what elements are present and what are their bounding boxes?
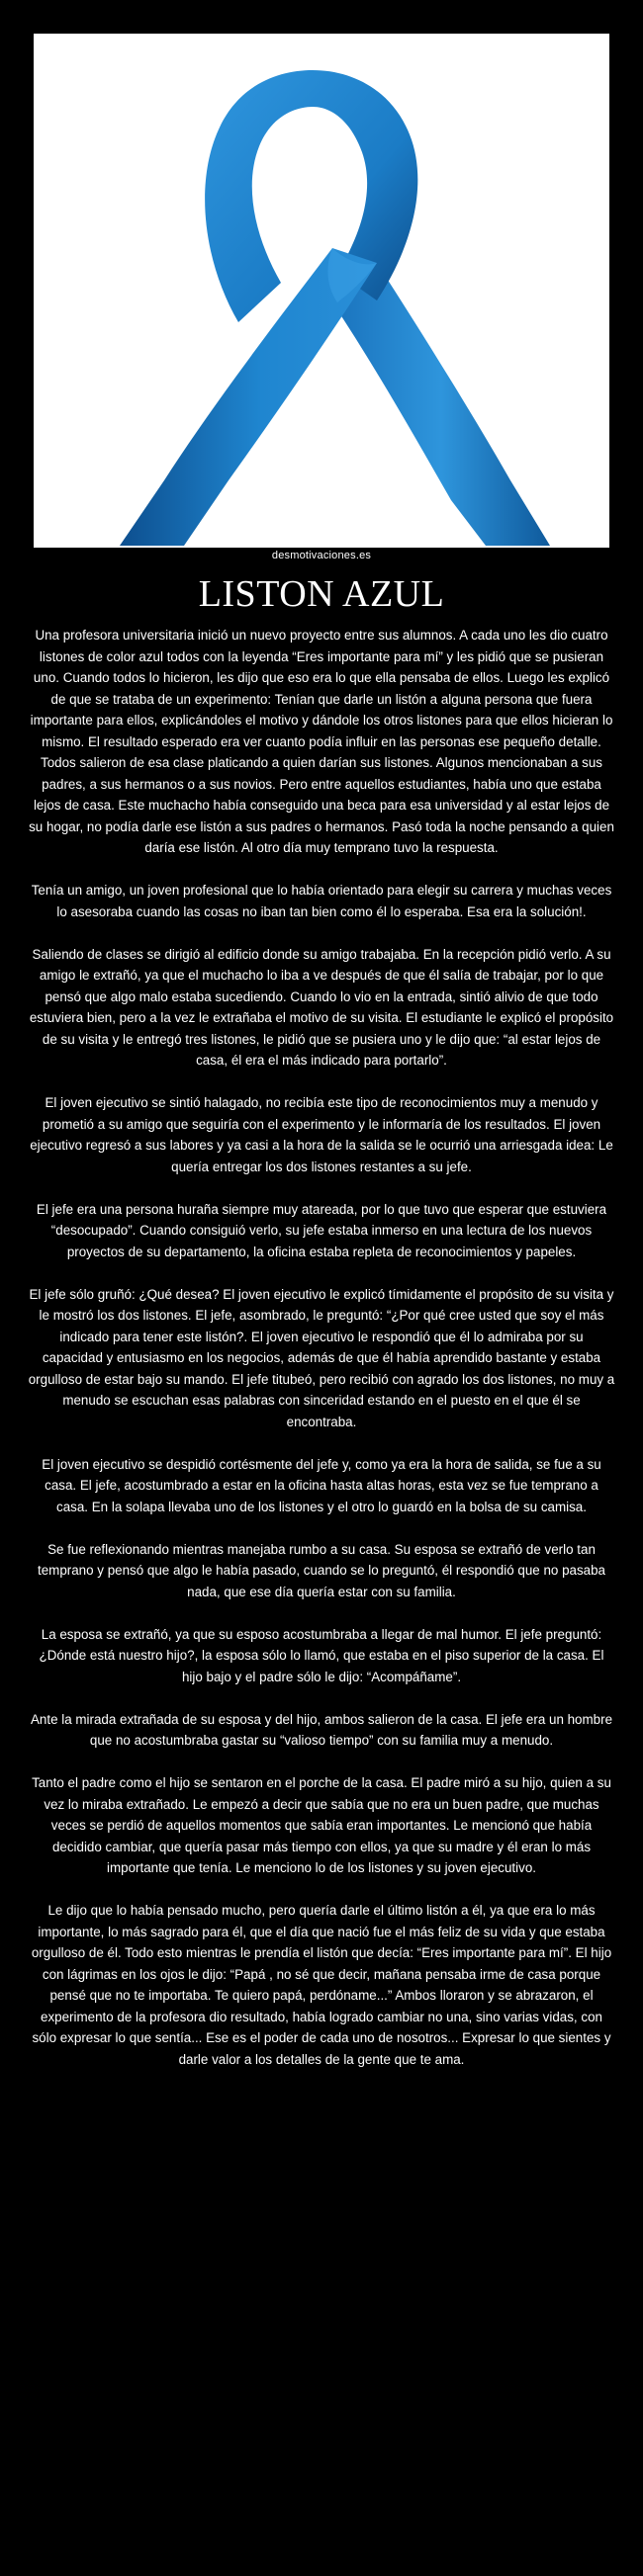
- story-paragraph: Una profesora universitaria inició un nuevo proyecto entre sus alumnos. A cada uno les dio cuatro listones de color azul todos con la leyenda “Eres importante para mí” y les pidió que se pusieran uno. Cuando todos lo hicieron, les dijo que eso era lo que ella pensaba de ellos. Luego les explicó de que se trataba de un experimento: Tenían que darle un listón a alguna persona que fuera importante para ellos, explicándoles el motivo y dándole los otros listones para que ellos hicieran lo mismo. El resultado esperado era ver cuanto podía influir en las personas ese pequeño detalle. Todos salieron de esa clase platicando a quien darían sus listones. Algunos mencionaban a sus padres, a sus hermanos o a sus novios. Pero entre aquellos estudiantes, había uno que estaba lejos de casa. Este muchacho había conseguido una beca para esa universidad y al estar lejos de su hogar, no podía darle ese listón a sus padres o hermanos. Pasó toda la noche pensando a quien daría ese listón. Al otro día muy temprano tuvo la respuesta.: [29, 628, 614, 855]
- story-paragraph: El jefe era una persona huraña siempre muy atareada, por lo que tuvo que esperar que estuviera “desocupado”. Cuando consiguió verlo, su jefe estaba inmerso en una lectura de los nuevos proyectos de su departamento, la oficina estaba repleta de reconocimientos y papeles.: [36, 1201, 607, 1259]
- story-paragraph: Ante la mirada extrañada de su esposa y del hijo, ambos salieron de la casa. El jefe era un hombre que no acostumbraba gastar su “valioso tiempo” con su familia muy a menudo.: [30, 1711, 613, 1748]
- story-paragraph: El jefe sólo gruñó: ¿Qué desea? El joven ejecutivo le explicó tímidamente el propósito de su visita y le mostró los dos listones. El jefe, asombrado, le preguntó: “¿Por qué cree usted que soy el más indicado para tener este listón?. El joven ejecutivo le respondió que él lo admiraba por su capacidad y entusiasmo en los negocios, además de que él había aprendido bastante y estaba orgulloso de estar bajo su mando. El jefe titubeó, pero recibió con agrado los dos listones, no muy a menudo se escuchan esas palabras con sinceridad estando en el puesto en el que él se encontraba.: [28, 1286, 615, 1429]
- poster-title: LISTON AZUL: [198, 573, 445, 615]
- watermark-text: desmotivaciones.es: [271, 550, 372, 561]
- story-paragraph: Le dijo que lo había pensado mucho, pero quería darle el último listón a él, ya que era lo más importante, lo más sagrado para él, que el día que nació fue el más feliz de su vida y que estaba orgulloso de él. Todo esto mientras le prendía el listón que decía: “Eres importante para mí”. El hijo con lágrimas en los ojos le dijo: “Papá , no sé que decir, mañana pensaba irme de casa porque pensé que no te importaba. Te quiero papá, perdóname...” Ambos lloraron y se abrazaron, el experimento de la profesora dio resultado, había logrado cambiar no una, sino varias vidas, con sólo expresar lo que sentía... Ese es el poder de cada uno de nosotros... Expresar lo que sientes y darle valor a los detalles de la gente que te ama.: [31, 1903, 612, 2067]
- story-paragraph: Se fue reflexionando mientras manejaba rumbo a su casa. Su esposa se extrañó de verlo tan temprano y pensó que algo le había pasado, cuando se lo preguntó, él respondió que no pasaba nada, que ese día quería estar con su familia.: [38, 1541, 605, 1599]
- story-paragraph: El joven ejecutivo se sintió halagado, no recibía este tipo de reconocimientos muy a menudo y prometió a su amigo que seguiría con el experimento y le informaría de los resultados. El joven ejecutivo regresó a sus labores y ya casi a la hora de la salida se le ocurrió una arriesgada idea: Le quería entregar los dos listones restantes a su jefe.: [30, 1095, 613, 1174]
- story-paragraph: Saliendo de clases se dirigió al edificio donde su amigo trabajaba. En la recepción pidió verlo. A su amigo le extrañó, ya que el muchacho lo iba a ve después de que él salía de trabajar, por lo que pensó que algo malo estaba sucediendo. Cuando lo vio en la entrada, sintió alivio de que todo estuviera bien, pero a la vez le extrañaba el motivo de su visita. El estudiante le explicó el propósito de su visita y le entregó tres listones, le pidió que se pusiera uno y le dijo que: “al estar lejos de casa, él era el más indicado para portarlo”.: [29, 946, 614, 1068]
- story-text: [28, 625, 615, 2070]
- story-paragraph: El joven ejecutivo se despidió cortésmente del jefe y, como ya era la hora de salida, se fue a su casa. El jefe, acostumbrado a estar en la oficina hasta altas horas, esta vez se fue temprano a casa. En la solapa llevaba uno de los listones y el otro lo guardó en la bolsa de su camisa.: [42, 1456, 601, 1514]
- ribbon-image-frame: [34, 34, 609, 548]
- story-paragraph: Tanto el padre como el hijo se sentaron en el porche de la casa. El padre miró a su hijo, quien a su vez lo miraba extrañado. Le empezó a decir que sabía que no era un buen padre, que muchas veces se perdió de aquellos momentos que sabía eran importantes. Le mencionó que había decidido cambiar, que quería pasar más tiempo con ellos, ya que su madre y él eran lo más importante que tenía. Le menciono lo de los listones y su joven ejecutivo.: [32, 1775, 611, 1875]
- story-paragraph: La esposa se extrañó, ya que su esposo acostumbraba a llegar de mal humor. El jefe preguntó: ¿Dónde está nuestro hijo?, la esposa sólo lo llamó, que estaba en el piso superior de la casa. El hijo bajo y el padre sólo le dijo: “Acompáñame”.: [39, 1626, 604, 1684]
- story-paragraph: Tenía un amigo, un joven profesional que lo había orientado para elegir su carrera y muchas veces lo asesoraba cuando las cosas no iban tan bien como él lo esperaba. Esa era la solución!.: [31, 883, 612, 919]
- blue-ribbon-icon: [36, 36, 607, 546]
